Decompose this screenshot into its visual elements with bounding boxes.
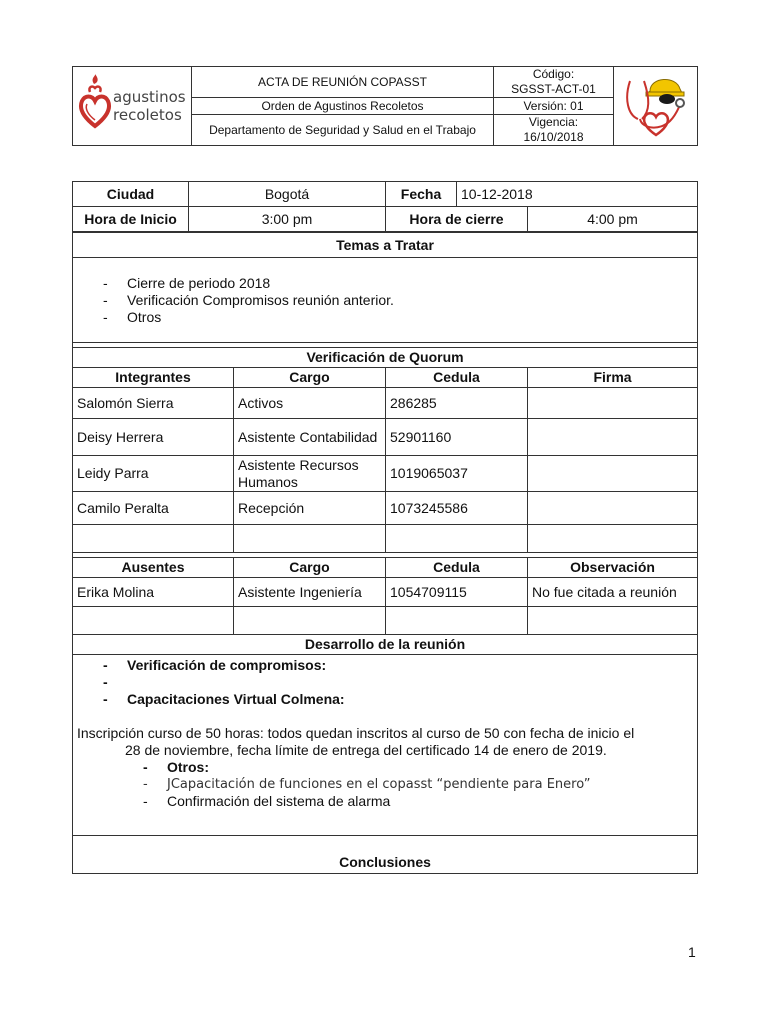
doc-version: Versión: 01 [494,98,614,115]
end-value: 4:00 pm [528,207,698,232]
member-signature [528,456,698,492]
code-label: Código: [532,67,575,81]
member-name: Salomón Sierra [73,388,234,419]
col-header: Cedula [386,558,528,578]
meeting-info [72,181,698,232]
member-role: Recepción [234,492,386,525]
start-value: 3:00 pm [189,207,386,232]
member-signature [528,492,698,525]
member-role: Asistente Recursos Humanos [234,456,386,492]
table-row [73,578,698,607]
col-header: Ausentes [73,558,234,578]
col-header: Cedula [386,368,528,388]
development-list [77,657,693,708]
topic-item: - Otros [103,309,693,326]
others-item: - JCapacitación de funciones en el copasst “pendiente para Enero” [143,776,693,793]
city-value: Bogotá [189,182,386,207]
development-paragraph [77,725,693,759]
heart-flame-logo-icon [76,74,188,134]
org-logo [73,67,192,146]
doc-code [494,67,614,98]
empty-row [73,525,698,553]
col-header: Integrantes [73,368,234,388]
document-header [72,66,698,146]
safety-logo [614,67,698,146]
end-label: Hora de cierre [386,207,528,232]
col-header: Observación [528,558,698,578]
member-id: 1019065037 [386,456,528,492]
member-role: Asistente Contabilidad [234,419,386,456]
member-role: Activos [234,388,386,419]
code-value: SGSST-ACT-01 [511,82,596,96]
helmet-stethoscope-heart-icon [620,69,692,139]
table-row [73,388,698,419]
logo-word-1: agustinos [113,88,186,106]
city-label: Ciudad [73,182,189,207]
empty-row [73,607,698,635]
start-label: Hora de Inicio [73,207,189,232]
topics-list-cell [73,258,698,343]
table-row [73,419,698,456]
conclusions-title: Conclusiones [73,836,698,874]
doc-validity [494,115,614,146]
others-list [77,759,693,810]
development-item: - Capacitaciones Virtual Colmena: [103,691,693,708]
others-item: - Confirmación del sistema de alarma [143,793,693,810]
date-label: Fecha [386,182,457,207]
date-value: 10-12-2018 [457,182,698,207]
paragraph-line: 28 de noviembre, fecha límite de entrega del certificado 14 de enero de 2019. [125,742,607,758]
member-signature [528,388,698,419]
development-body [73,655,698,836]
member-name: Deisy Herrera [73,419,234,456]
absent-name: Erika Molina [73,578,234,607]
table-row [73,456,698,492]
quorum-title: Verificación de Quorum [73,348,698,368]
member-id: 52901160 [386,419,528,456]
topics-list [77,275,693,326]
development-title: Desarrollo de la reunión [73,635,698,655]
absent-id: 1054709115 [386,578,528,607]
logo-word-2: recoletos [113,106,182,124]
member-id: 286285 [386,388,528,419]
paragraph-line: Inscripción curso de 50 horas: todos quedan inscritos al curso de 50 con fecha de inicio el [77,725,635,741]
absent-role: Asistente Ingeniería [234,578,386,607]
page-number: 1 [688,944,696,960]
member-name: Camilo Peralta [73,492,234,525]
member-id: 1073245586 [386,492,528,525]
table-row [73,492,698,525]
org-name: Orden de Agustinos Recoletos [192,98,494,115]
absent-observation: No fue citada a reunión [528,578,698,607]
col-header: Cargo [234,368,386,388]
col-header: Firma [528,368,698,388]
doc-title: ACTA DE REUNIÓN COPASST [192,67,494,98]
others-label: - Otros: [143,759,693,776]
dept-name: Departamento de Seguridad y Salud en el Trabajo [192,115,494,146]
topics-title: Temas a Tratar [73,233,698,258]
member-name: Leidy Parra [73,456,234,492]
development-item: - Verificación de compromisos: [103,657,693,674]
meeting-body [72,232,698,874]
col-header: Cargo [234,558,386,578]
member-signature [528,419,698,456]
topic-item: - Cierre de periodo 2018 [103,275,693,292]
validity-label: Vigencia: [528,115,579,129]
topic-item: - Verificación Compromisos reunión anterior. [103,292,693,309]
validity-value: 16/10/2018 [523,130,584,144]
